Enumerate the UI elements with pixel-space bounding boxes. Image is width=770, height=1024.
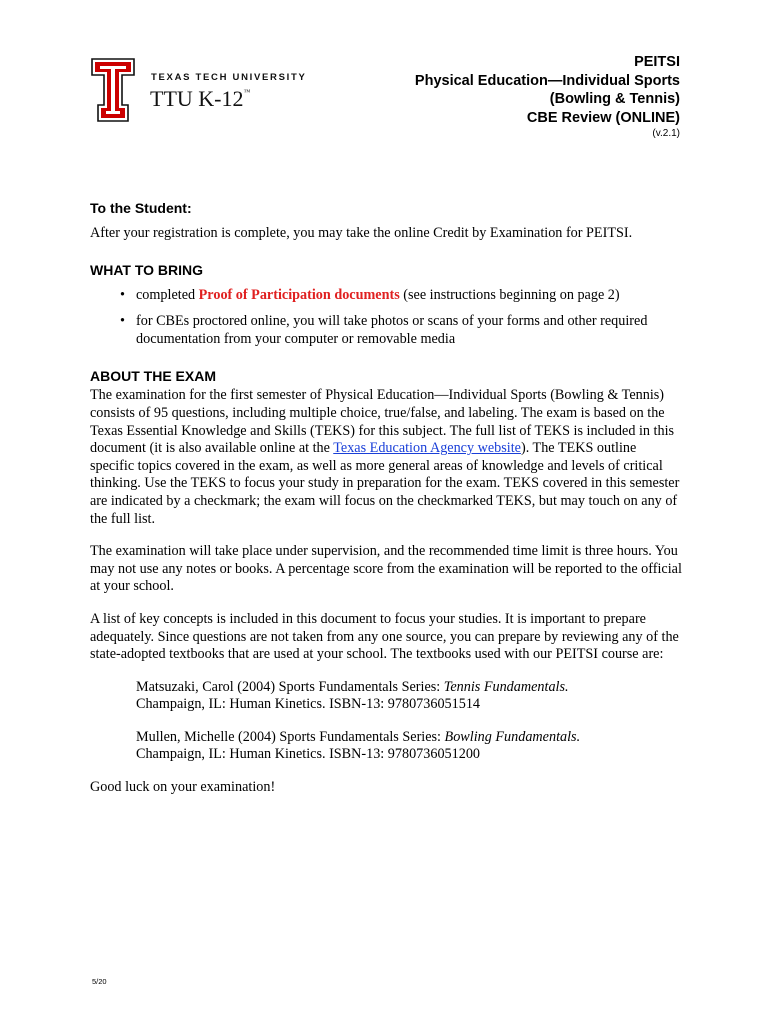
student-heading: To the Student: [90,200,192,216]
list-item: • for CBEs proctored online, you will take photos or scans of your forms and other required documentation from your computer or removable media [120,313,648,347]
bullet-icon: • [120,286,125,303]
textbook-title: Tennis Fundamentals. [443,678,569,695]
bring-list [90,287,682,349]
about-exam-heading: ABOUT THE EXAM [90,368,216,385]
course-code: PEITSI [634,54,680,70]
closing-line: Good luck on your examination! [90,779,276,796]
texas-education-agency-link[interactable]: Texas Education Agency website [333,440,521,457]
course-subtitle: (Bowling & Tennis) [549,91,680,107]
document-header [415,53,680,141]
exam-paragraph-1: The examination for the first semester of Physical Education—Individual Sports (Bowling & Tennis) consists of 95 questions, including multiple choice, true/false, and labeling. The exam is based on the Texas Essential Knowledge and Skills (TEKS) for this subject. The full list of TEKS is included in this document (it is also available online at the Texas Education Agency website). The TEKS outline specific topics covered in the exam, as well as more general areas of knowledge and levels of critical thinking. Use the TEKS to focus your study in preparation for the exam. TEKS covered in this semester are indicated by a checkmark; the exam will focus on the checkmarked TEKS, but may touch on any of the full list. [90,387,680,527]
textbook-reference-2: Mullen, Michelle (2004) Sports Fundamentals Series: Bowling Fundamentals. Champaign, IL: Human Kinetics. ISBN-13: 9780736051200 [136,728,581,763]
main-content [90,200,682,797]
what-to-bring-heading: WHAT TO BRING [90,261,204,278]
textbook-reference-1: Matsuzaki, Carol (2004) Sports Fundamentals Series: Tennis Fundamentals. Champaign, IL: Human Kinetics. ISBN-13: 9780736051514 [136,678,569,713]
ttu-k12-logo [91,58,311,124]
proof-of-participation-highlight: Proof of Participation documents [198,286,400,303]
trademark-symbol: ™ [243,88,251,96]
document-type: CBE Review (ONLINE) [526,109,680,126]
list-item: • completed Proof of Participation documents (see instructions beginning on page 2) [120,286,620,303]
double-t-logo-icon [91,58,135,122]
student-intro: After your registration is complete, you may take the online Credit by Examination for PEITSI. [90,225,633,241]
exam-paragraph-2: The examination will take place under supervision, and the recommended time limit is three hours. You may not use any notes or books. A percentage score from the examination will be reported to the official at your school. [90,543,682,595]
textbook-title: Bowling Fundamentals. [444,728,581,745]
university-name: TEXAS TECH UNIVERSITY [151,72,307,83]
program-name: TTU K-12™ [150,86,251,111]
bullet-icon: • [120,313,125,330]
exam-paragraph-3: A list of key concepts is included in this document to focus your studies. It is important to prepare adequately. Since questions are not taken from any one source, you can prepare by reviewing any of the state-adopted textbooks that are used at your school. The textbooks used with our PEITSI course are: [90,610,679,663]
version-label: (v.2.1) [652,128,680,139]
footer-date: 5/20 [92,977,107,986]
course-title: Physical Education—Individual Sports [414,72,680,89]
